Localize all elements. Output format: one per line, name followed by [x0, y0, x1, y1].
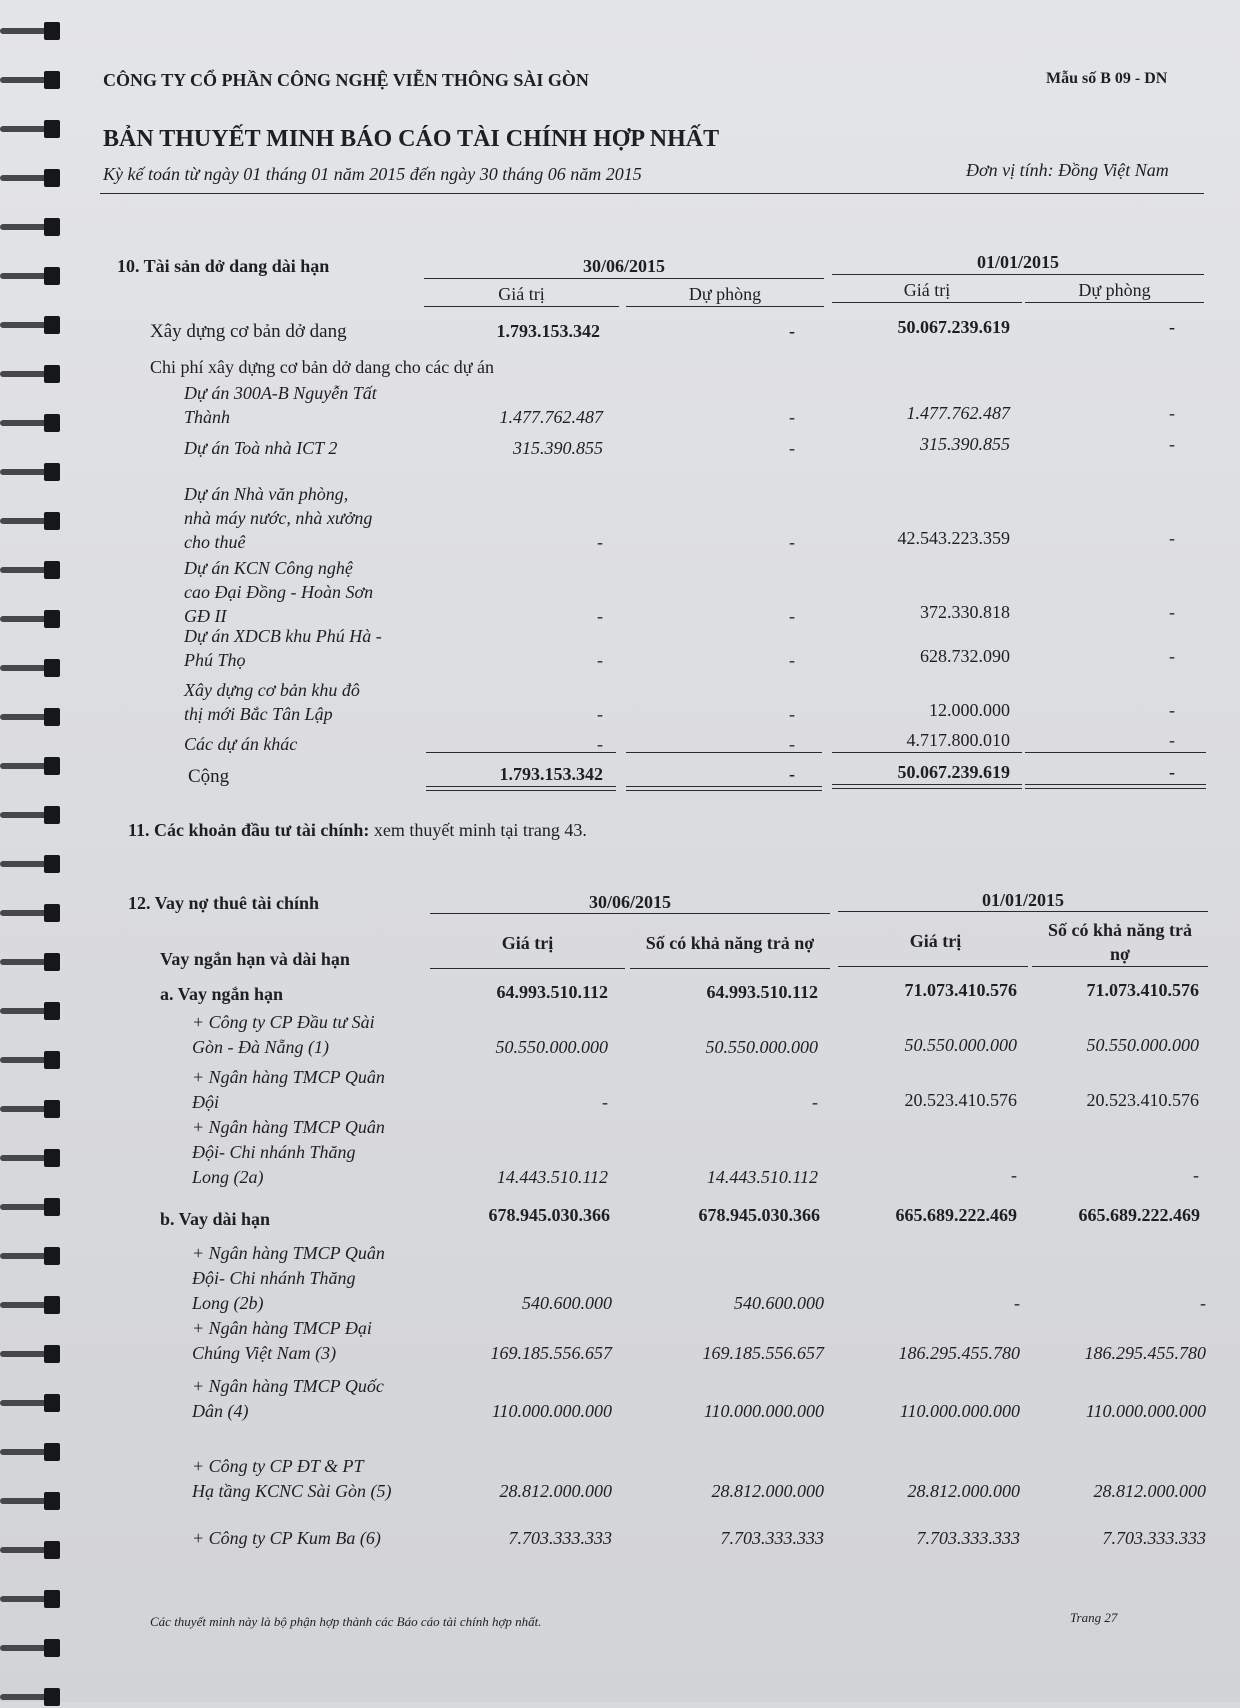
note10-row-value: - [789, 532, 795, 552]
note10-row-value: - [1169, 528, 1175, 548]
page-number: Trang 27 [1070, 1610, 1118, 1625]
note10-row-label: Các dự án khác [184, 734, 298, 754]
note10-col-value-1: Giá trị [498, 284, 545, 304]
note10-row-value: - [597, 532, 603, 552]
note12-short-value: 64.993.510.112 [706, 982, 818, 1002]
note12-short-row-label: + Công ty CP Đầu tư Sài [192, 1012, 375, 1032]
note12-long-row-value: 28.812.000.000 [1093, 1481, 1206, 1501]
note12-long-label: b. Vay dài hạn [160, 1209, 271, 1229]
note12-short-label: a. Vay ngắn hạn [160, 984, 284, 1004]
note10-row-value: - [597, 704, 603, 724]
note12-short-value: 71.073.410.576 [904, 980, 1017, 1000]
note10-row-label: nhà máy nước, nhà xưởng [184, 508, 373, 528]
note12-col-repay-1: Số có khả năng trả nợ [645, 933, 815, 953]
note12-long-row-value: 186.295.455.780 [898, 1343, 1020, 1363]
note10-date1-rule [424, 278, 824, 279]
note10-row-label: Dự án Toà nhà ICT 2 [184, 438, 338, 458]
note12-short-row-label: Gòn - Đà Nẵng (1) [192, 1037, 329, 1057]
note10-main-provision: - [1169, 317, 1175, 337]
form-code: Mẫu số B 09 - DN [1046, 70, 1168, 87]
note12-subrule [630, 968, 830, 969]
note12-long-row-value: 7.703.333.333 [916, 1528, 1020, 1548]
note12-long-row-label: + Ngân hàng TMCP Đại [192, 1318, 372, 1338]
note12-long-row-value: 540.600.000 [522, 1293, 612, 1313]
note10-date-current: 30/06/2015 [582, 256, 665, 276]
note10-total-rule [832, 752, 1022, 753]
note10-row-value: - [789, 606, 795, 626]
note12-long-row-value: - [1014, 1293, 1020, 1313]
note10-row-value: - [789, 734, 795, 754]
note12-short-row-value: 50.550.000.000 [705, 1037, 818, 1057]
note12-date2-rule [838, 911, 1208, 912]
note10-subrule [626, 306, 824, 307]
note10-total-label: Cộng [188, 766, 230, 787]
note12-date-current: 30/06/2015 [588, 892, 671, 912]
note12-long-row-value: 110.000.000.000 [703, 1401, 824, 1421]
note12-subrule [838, 966, 1028, 967]
note12-short-row-value: - [602, 1092, 608, 1112]
note10-row-value: - [1169, 602, 1175, 622]
note12-short-value: 64.993.510.112 [496, 982, 608, 1002]
note10-row-label: Dự án Nhà văn phòng, [184, 484, 349, 504]
header-rule [100, 193, 1204, 194]
note10-row-value: - [789, 650, 795, 670]
note12-long-row-value: 169.185.556.657 [490, 1343, 612, 1363]
note12-short-row-label: + Ngân hàng TMCP Quân [192, 1117, 385, 1137]
note12-long-row-value: - [1200, 1293, 1206, 1313]
note10-row-value: 4.717.800.010 [906, 730, 1010, 750]
note12-subrule [1032, 966, 1208, 967]
note10-col-provision-2: Dự phòng [1078, 280, 1151, 300]
note12-short-row-value: 14.443.510.112 [496, 1167, 608, 1187]
note12-long-row-value: 540.600.000 [734, 1293, 824, 1313]
note10-row-value: 12.000.000 [929, 700, 1010, 720]
note10-row-value: - [789, 438, 795, 458]
note10-row-label: Dự án 300A-B Nguyễn Tất [184, 383, 377, 403]
company-name: CÔNG TY CỔ PHẦN CÔNG NGHỆ VIỄN THÔNG SÀI GÒN [103, 70, 589, 90]
footer-note: Các thuyết minh này là bộ phận hợp thành các Báo cáo tài chính hợp nhất. [150, 1614, 542, 1629]
note12-long-row-value: 7.703.333.333 [1102, 1528, 1206, 1548]
note12-long-row-value: 110.000.000.000 [491, 1401, 612, 1421]
note11-text: xem thuyết minh tại trang 43. [369, 820, 587, 840]
note10-row-value: 628.732.090 [920, 646, 1010, 666]
note10-row-value: - [789, 704, 795, 724]
note12-long-row-value: 110.000.000.000 [899, 1401, 1020, 1421]
note10-row-value: 315.390.855 [920, 434, 1010, 454]
note12-short-row-label: Long (2a) [192, 1167, 264, 1187]
note11-title: 11. Các khoản đầu tư tài chính: [128, 820, 370, 840]
note10-total-rule [426, 752, 616, 753]
note10-total-value: 1.793.153.342 [499, 764, 603, 784]
note10-row-value: - [1169, 646, 1175, 666]
note10-main-provision: - [789, 321, 795, 341]
note10-row-label: Thành [184, 407, 231, 427]
note12-long-row-label: Chúng Việt Nam (3) [192, 1343, 337, 1363]
note12-short-row-value: 50.550.000.000 [495, 1037, 608, 1057]
note10-row-label: GĐ II [184, 606, 227, 626]
note10-row-label: Xây dựng cơ bản khu đô [184, 680, 360, 700]
note10-main-value: 1.793.153.342 [496, 321, 600, 341]
note10-total-double-rule [626, 786, 822, 791]
note12-long-value: 665.689.222.469 [1078, 1205, 1200, 1225]
note12-long-row-label: + Ngân hàng TMCP Quân [192, 1243, 385, 1263]
note12-long-row-value: 7.703.333.333 [508, 1528, 612, 1548]
note10-title: 10. Tài sản dở dang dài hạn [117, 256, 330, 276]
note12-short-row-label: + Ngân hàng TMCP Quân [192, 1067, 385, 1087]
note10-row-value: - [1169, 700, 1175, 720]
note10-row-value: - [597, 650, 603, 670]
note12-subrule [430, 968, 625, 969]
note10-row-value: - [1169, 434, 1175, 454]
note12-long-row-label: + Ngân hàng TMCP Quốc [192, 1376, 384, 1396]
note10-row-value: 1.477.762.487 [499, 407, 603, 427]
note10-row-value: - [1169, 730, 1175, 750]
note10-main-value: 50.067.239.619 [897, 317, 1010, 337]
note12-long-row-value: 28.812.000.000 [499, 1481, 612, 1501]
note12-col-value-2: Giá trị [909, 931, 962, 951]
note10-total-rule [1025, 752, 1206, 753]
note12-row-header: Vay ngắn hạn và dài hạn [160, 949, 350, 969]
note10-row-label: Dự án XDCB khu Phú Hà - [184, 626, 382, 646]
note10-row-value: - [1169, 403, 1175, 423]
note10-row-label: Phú Thọ [184, 650, 246, 670]
note12-col-repay-2 [1032, 918, 1208, 966]
note12-long-row-label: Hạ tầng KCNC Sài Gòn (5) [192, 1481, 392, 1501]
note10-subheading: Chi phí xây dựng cơ bản dở dang cho các dự án [150, 357, 494, 377]
note10-total-double-rule [1025, 784, 1206, 789]
report-title: BẢN THUYẾT MINH BÁO CÁO TÀI CHÍNH HỢP NHẤT [103, 126, 720, 152]
note12-long-row-label: Đội- Chi nhánh Thăng [192, 1268, 356, 1288]
note12-long-value: 665.689.222.469 [895, 1205, 1017, 1225]
note12-short-row-value: 14.443.510.112 [706, 1167, 818, 1187]
note12-short-row-value: 20.523.410.576 [904, 1090, 1017, 1110]
currency-unit: Đơn vị tính: Đồng Việt Nam [966, 160, 1169, 180]
note10-total-double-rule [832, 784, 1022, 789]
note12-short-row-value: 20.523.410.576 [1086, 1090, 1199, 1110]
note12-long-value: 678.945.030.366 [488, 1205, 610, 1225]
note12-date1-rule [430, 913, 830, 914]
note10-total-provision: - [789, 764, 795, 784]
note10-row-value: 1.477.762.487 [906, 403, 1010, 423]
note10-row-value: - [789, 407, 795, 427]
note10-total-provision: - [1169, 762, 1175, 782]
report-period: Kỳ kế toán từ ngày 01 tháng 01 năm 2015 đến ngày 30 tháng 06 năm 2015 [103, 164, 642, 184]
note12-long-row-value: 28.812.000.000 [907, 1481, 1020, 1501]
note12-date-previous: 01/01/2015 [981, 890, 1064, 910]
note12-short-value: 71.073.410.576 [1086, 980, 1199, 1000]
note10-date-previous: 01/01/2015 [976, 252, 1059, 272]
note10-total-value: 50.067.239.619 [897, 762, 1010, 782]
note12-long-row-value: 110.000.000.000 [1085, 1401, 1206, 1421]
note10-row-value: - [597, 734, 603, 754]
note12-short-row-value: 50.550.000.000 [904, 1035, 1017, 1055]
note10-col-value-2: Giá trị [903, 280, 951, 300]
note10-row-value: 42.543.223.359 [897, 528, 1010, 548]
note10-row-label: Dự án KCN Công nghệ [184, 558, 353, 578]
note10-row-value: 315.390.855 [513, 438, 603, 458]
note10-main-label: Xây dựng cơ bản dở dang [150, 321, 347, 342]
note12-short-row-value: - [1011, 1165, 1017, 1185]
note10-date2-rule [832, 274, 1204, 275]
note12-col-value-1: Giá trị [501, 933, 554, 953]
note10-subrule [832, 302, 1022, 303]
note10-row-label: cho thuê [184, 532, 246, 552]
note12-long-row-label: + Công ty CP ĐT & PT [192, 1456, 364, 1476]
note11 [128, 820, 587, 841]
note12-long-row-value: 169.185.556.657 [702, 1343, 824, 1363]
note10-row-label: cao Đại Đồng - Hoàn Sơn [184, 582, 374, 602]
note12-long-row-label: Dân (4) [192, 1401, 249, 1421]
note12-short-row-value: 50.550.000.000 [1086, 1035, 1199, 1055]
note12-long-value: 678.945.030.366 [698, 1205, 820, 1225]
note10-subrule [424, 306, 619, 307]
note12-short-row-label: Đội [192, 1092, 219, 1112]
note12-short-row-value: - [1193, 1165, 1199, 1185]
note10-subrule [1025, 302, 1204, 303]
note12-long-row-value: 7.703.333.333 [720, 1528, 824, 1548]
note10-total-rule [626, 752, 822, 753]
note12-long-row-value: 186.295.455.780 [1084, 1343, 1206, 1363]
note12-title: 12. Vay nợ thuê tài chính [128, 893, 320, 913]
note12-col-repay-2-line2: nợ [1110, 944, 1130, 964]
note10-row-value: 372.330.818 [920, 602, 1010, 622]
note12-col-repay-2-line1: Số có khả năng trả [1047, 920, 1193, 940]
note10-col-provision-1: Dự phòng [688, 284, 762, 304]
note12-short-row-value: - [812, 1092, 818, 1112]
note12-long-row-label: Long (2b) [192, 1293, 264, 1313]
note10-total-double-rule [426, 786, 616, 791]
note12-short-row-label: Đội- Chi nhánh Thăng [192, 1142, 356, 1162]
note12-long-row-value: 28.812.000.000 [711, 1481, 824, 1501]
note10-row-value: - [597, 606, 603, 626]
note12-long-row-label: + Công ty CP Kum Ba (6) [192, 1528, 381, 1548]
note10-row-label: thị mới Bắc Tân Lập [184, 704, 333, 724]
